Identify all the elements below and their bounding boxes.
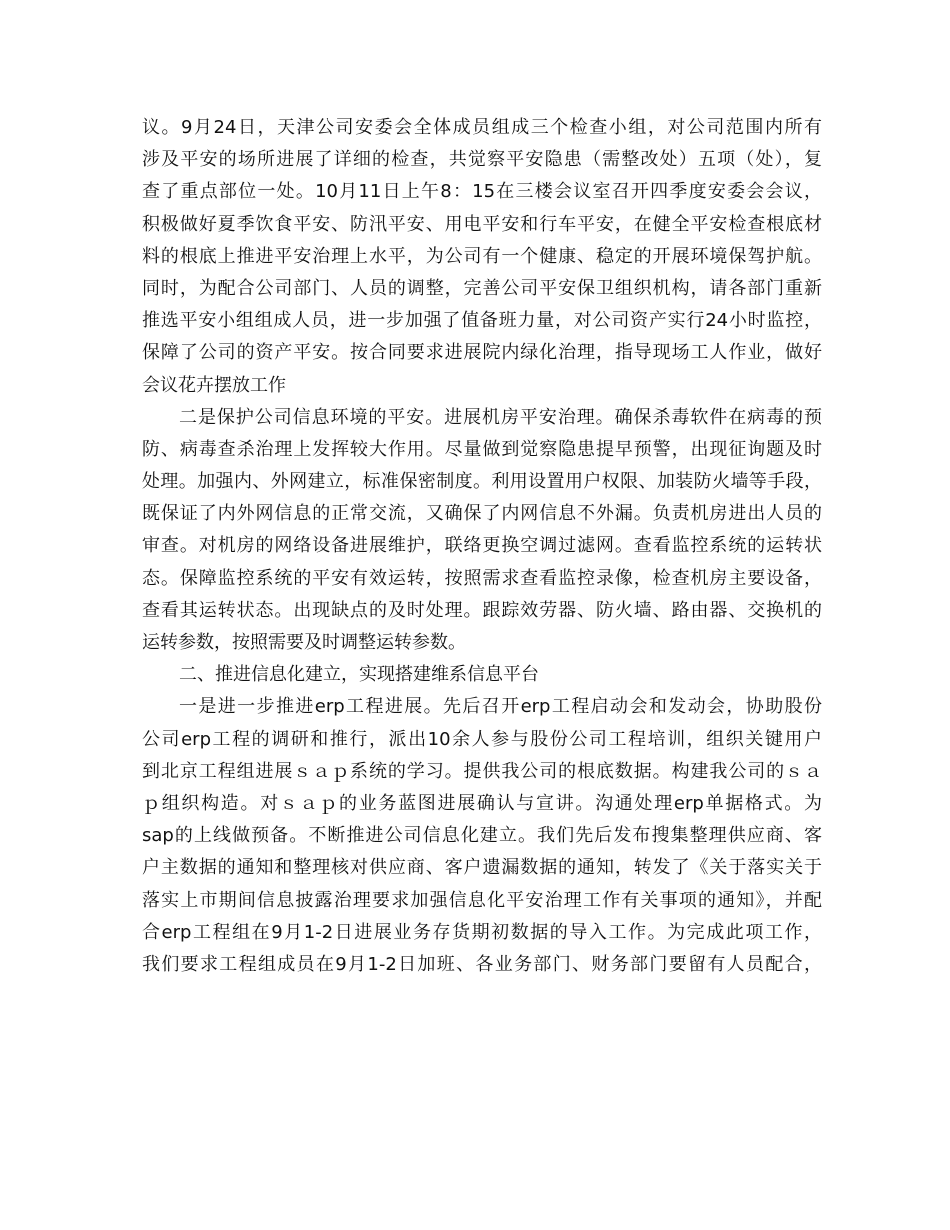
text-line: 保障了公司的资产平安。按合同要求进展院内绿化治理，指导现场工人作业，做好: [142, 342, 822, 364]
text-line: 运转参数，按照需要及时调整运转参数。: [142, 632, 466, 653]
text-line: ｐ组织构造。对ｓａｐ的业务蓝图进展确认与宣讲。沟通处理erp单据格式。为: [142, 792, 822, 814]
text-line: 查了重点部位一处。10月11日上午8：15在三楼会议室召开四季度安委会会议，: [142, 181, 822, 203]
text-line: 防、病毒查杀治理上发挥较大作用。尽量做到觉察隐患提早预警，出现征询题及时: [142, 438, 822, 460]
paragraph-start: 二是保护公司信息环境的平安。进展机房平安治理。确保杀毒软件在病毒的预: [179, 406, 822, 428]
text-line: 议。9月24日，天津公司安委会全体成员组成三个检查小组，对公司范围内所有: [142, 117, 822, 138]
text-line: 既保证了内外网信息的正常交流，又确保了内网信息不外漏。负责机房进出人员的: [142, 503, 822, 525]
text-line: 态。保障监控系统的平安有效运转，按照需求查看监控录像，检查机房主要设备，: [142, 567, 822, 589]
text-line: 积极做好夏季饮食平安、防汛平安、用电平安和行车平安，在健全平安检查根底材: [142, 213, 822, 235]
text-line: 合erp工程组在9月1-2日进展业务存货期初数据的导入工作。为完成此项工作，: [142, 921, 822, 943]
text-line: 查看其运转状态。出现缺点的及时处理。跟踪效劳器、防火墙、路由器、交换机的: [142, 599, 822, 621]
text-line: 推选平安小组组成人员，进一步加强了值备班力量，对公司资产实行24小时监控，: [142, 310, 822, 332]
text-line: sap的上线做预备。不断推进公司信息化建立。我们先后发布搜集整理供应商、客: [142, 825, 822, 847]
text-line: 落实上市期间信息披露治理要求加强信息化平安治理工作有关事项的通知》，并配: [142, 889, 822, 911]
text-line: 处理。加强内、外网建立，标准保密制度。利用设置用户权限、加装防火墙等手段，: [142, 471, 822, 493]
text-line: 涉及平安的场所进展了详细的检查，共觉察平安隐患（需整改处）五项（处），复: [142, 149, 822, 171]
text-line: 料的根底上推进平安治理上水平，为公司有一个健康、稳定的开展环境保驾护航。: [142, 245, 822, 267]
text-line: 户主数据的通知和整理核对供应商、客户遗漏数据的通知，转发了《关于落实关于: [142, 857, 822, 879]
text-line: 公司erp工程的调研和推行，派出10余人参与股份公司工程培训，组织关键用户: [142, 728, 822, 750]
text-line: 审查。对机房的网络设备进展维护，联络更换空调过滤网。查看监控系统的运转状: [142, 535, 822, 557]
text-line: 到北京工程组进展ｓａｐ系统的学习。提供我公司的根底数据。构建我公司的ｓａ: [142, 760, 822, 782]
section-heading: 二、推进信息化建立，实现搭建维系信息平台: [179, 664, 539, 686]
paragraph-start: 一是进一步推进erp工程进展。先后召开erp工程启动会和发动会，协助股份: [179, 696, 822, 718]
text-line: 会议花卉摆放工作: [142, 374, 286, 396]
text-line: 同时，为配合公司部门、人员的调整，完善公司平安保卫组织机构，请各部门重新: [142, 277, 822, 299]
document-body: [142, 112, 822, 981]
text-line: 我们要求工程组成员在9月1-2日加班、各业务部门、财务部门要留有人员配合，: [142, 953, 822, 975]
